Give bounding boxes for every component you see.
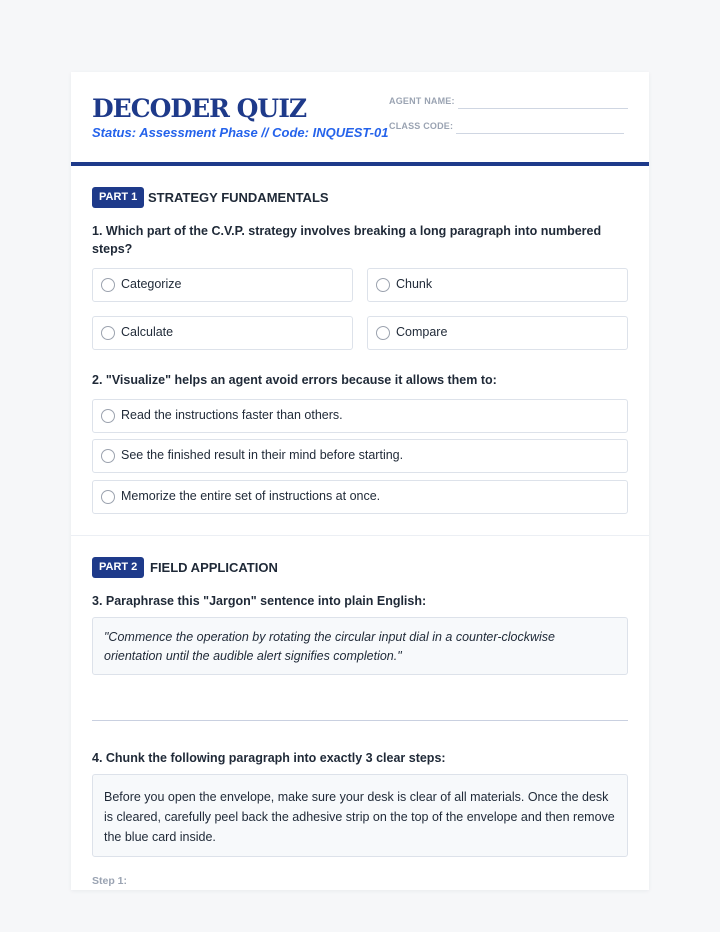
radio-icon[interactable] [376,326,390,340]
question-2: 2. "Visualize" helps an agent avoid errors because it allows them to: [92,373,497,387]
quiz-title: DECODER QUIZ [92,94,307,123]
class-code-label: CLASS CODE: [389,121,454,131]
radio-icon[interactable] [101,490,115,504]
radio-icon[interactable] [376,278,390,292]
answer-line[interactable] [92,720,628,721]
radio-icon[interactable] [101,449,115,463]
option-label: See the finished result in their mind before starting. [121,448,404,462]
q1-option-chunk[interactable] [367,268,628,302]
step-1-label: Step 1: [92,875,128,887]
question-1: 1. Which part of the C.V.P. strategy involves breaking a long paragraph into numbered steps? [92,224,602,256]
radio-icon[interactable] [101,409,115,423]
q1-option-categorize[interactable] [92,268,353,302]
question-3: 3. Paraphrase this "Jargon" sentence into plain English: [92,594,427,608]
option-label: Memorize the entire set of instructions at once. [121,489,381,503]
option-label: Categorize [121,277,182,291]
radio-icon[interactable] [101,326,115,340]
option-label: Read the instructions faster than others. [121,408,343,422]
part2-badge: PART 2 [92,557,144,578]
option-label: Compare [396,325,448,339]
q2-option-b[interactable] [92,439,628,473]
jargon-quote: "Commence the operation by rotating the circular input dial in a counter-clockwise orientation until the audible alert signifies completion." [92,617,628,675]
part1-badge: PART 1 [92,187,144,208]
option-label: Calculate [121,325,174,339]
quiz-header [71,72,649,166]
q2-option-a[interactable] [92,399,628,433]
option-label: Chunk [396,277,433,291]
class-code-field[interactable] [456,133,624,134]
agent-name-label: AGENT NAME: [389,96,455,106]
chunk-paragraph: Before you open the envelope, make sure your desk is clear of all materials. Once the desk is cleared, carefully peel back the adhesive strip on the top of the envelope and then remove the blue card inside. [92,774,628,857]
part2-title: FIELD APPLICATION [150,560,278,575]
q1-option-calculate[interactable] [92,316,353,350]
status-line: Status: Assessment Phase // Code: INQUEST-01 [92,125,389,140]
section-divider [71,535,649,536]
question-4: 4. Chunk the following paragraph into exactly 3 clear steps: [92,751,446,765]
q1-option-compare[interactable] [367,316,628,350]
radio-icon[interactable] [101,278,115,292]
quiz-sheet [71,72,649,890]
part1-title: STRATEGY FUNDAMENTALS [148,190,329,205]
q2-option-c[interactable] [92,480,628,514]
agent-name-field[interactable] [458,108,628,109]
